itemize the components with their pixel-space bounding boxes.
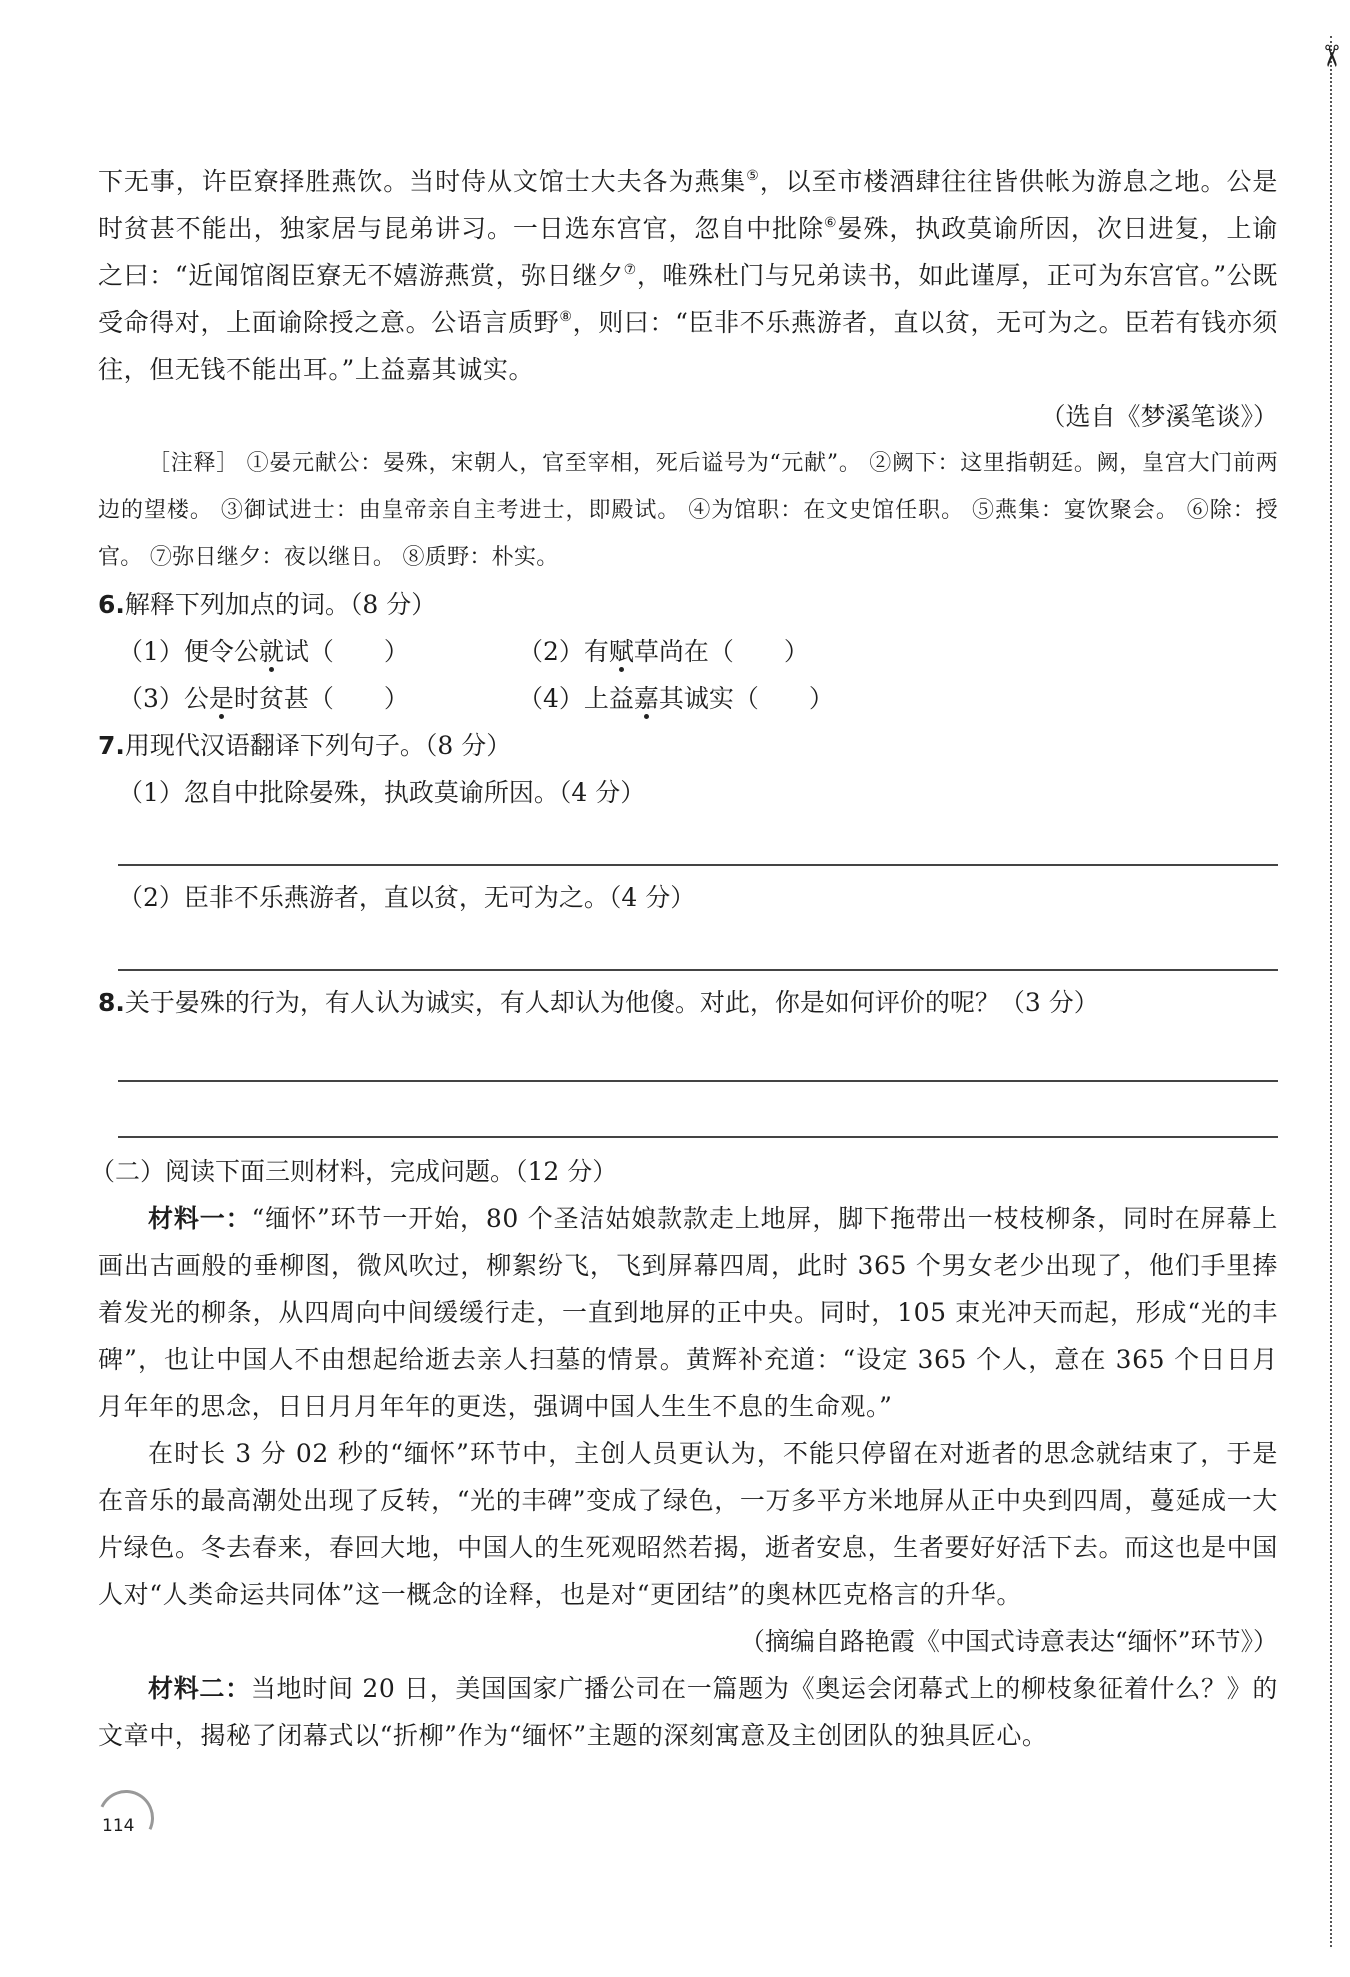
q6-item-2: （2）有赋草尚在（ ） — [518, 637, 809, 666]
page-content — [90, 158, 1278, 1759]
q7-sub-1: （1）忽自中批除晏殊，执政莫谕所因。（4 分） — [118, 778, 646, 807]
page-number: 114 — [98, 1790, 150, 1842]
annotations: ［注释］ ①晏元献公：晏殊，宋朝人，官至宰相，死后谥号为“元献”。 ②阙下：这里指朝廷。阙，皇宫大门前两边的望楼。 ③御试进士：由皇帝亲自主考进士，即殿试。 ④为馆职：在文史馆任职。 ⑤燕集：宴饮聚会。 ⑥除：授官。 ⑦弥日继夕：夜以继日。 ⑧质野：朴实。 — [98, 451, 1278, 570]
question-6: 6.解释下列加点的词。（8 分） — [98, 590, 437, 619]
question-8: 8.关于晏殊的行为，有人认为诚实，有人却认为他傻。对此，你是如何评价的呢？（3 分） — [98, 988, 1099, 1017]
material-2: 材料二：当地时间 20 日，美国国家广播公司在一篇题为《奥运会闭幕式上的柳枝象征着什么？》的文章中，揭秘了闭幕式以“折柳”作为“缅怀”主题的深刻寓意及主创团队的独具匠心。 — [98, 1674, 1278, 1750]
section-2-title: （二）阅读下面三则材料，完成问题。（12 分） — [90, 1157, 618, 1186]
q6-item-1: （1）便令公就试（ ） — [118, 637, 409, 666]
material-1-para-2: 在时长 3 分 02 秒的“缅怀”环节中，主创人员更认为，不能只停留在对逝者的思念就结束了，于是在音乐的最高潮处出现了反转，“光的丰碑”变成了绿色，一万多平方米地屏从正中央到四周，蔓延成一大片绿色。冬去春来，春回大地，中国人的生死观昭然若揭，逝者安息，生者要好好活下去。而这也是中国人对“人类命运共同体”这一概念的诠释，也是对“更团结”的奥林匹克格言的升华。 — [98, 1439, 1278, 1609]
cut-line — [1330, 36, 1332, 1947]
passage-source: （选自《梦溪笔谈》） — [1040, 402, 1278, 431]
q7-answer-line-1[interactable] — [118, 816, 1278, 866]
q6-row-2 — [118, 675, 1278, 722]
q8-answer-line-2[interactable] — [118, 1082, 1278, 1138]
passage-text: 下无事，许臣寮择胜燕饮。当时侍从文馆士大夫各为燕集⑤，以至市楼酒肆往往皆供帐为游息之地。公是时贫甚不能出，独家居与昆弟讲习。一日选东宫官，忽自中批除⑥晏殊，执政莫谕所因，次日进复，上谕之曰：“近闻馆阁臣寮无不嬉游燕赏，弥日继夕⑦，唯殊杜门与兄弟读书，如此谨厚，正可为东宫官。”公既受命得对，上面谕除授之意。公语言质野⑧，则曰：“臣非不乐燕游者，直以贫，无可为之。臣若有钱亦须往，但无钱不能出耳。”上益嘉其诚实。 — [98, 167, 1278, 384]
scissors-icon: ✂ — [1313, 43, 1348, 69]
q7-answer-line-2[interactable] — [118, 921, 1278, 971]
material-1: 材料一：“缅怀”环节一开始，80 个圣洁姑娘款款走上地屏，脚下拖带出一枝枝柳条，同时在屏幕上画出古画般的垂柳图，微风吹过，柳絮纷飞，飞到屏幕四周，此时 365 个男女老少出现了，他们手里捧着发光的柳条，从四周向中间缓缓行走，一直到地屏的正中央。同时，105 束光冲天而起，形成“光的丰碑”，也让中国人不由想起给逝去亲人扫墓的情景。黄辉补充道：“设定 365 个人，意在 365 个日日月月年年的思念，日日月月年年的更迭，强调中国人生生不息的生命观。” — [98, 1204, 1278, 1421]
material-1-source: （摘编自路艳霞《中国式诗意表达“缅怀”环节》） — [739, 1627, 1278, 1656]
question-7: 7.用现代汉语翻译下列句子。（8 分） — [98, 731, 512, 760]
q6-item-4: （4）上益嘉其诚实（ ） — [518, 684, 834, 713]
q6-row-1 — [118, 628, 1278, 675]
q8-answer-line-1[interactable] — [118, 1026, 1278, 1082]
q6-item-3: （3）公是时贫甚（ ） — [118, 684, 409, 713]
q7-sub-2: （2）臣非不乐燕游者，直以贫，无可为之。（4 分） — [118, 883, 696, 912]
